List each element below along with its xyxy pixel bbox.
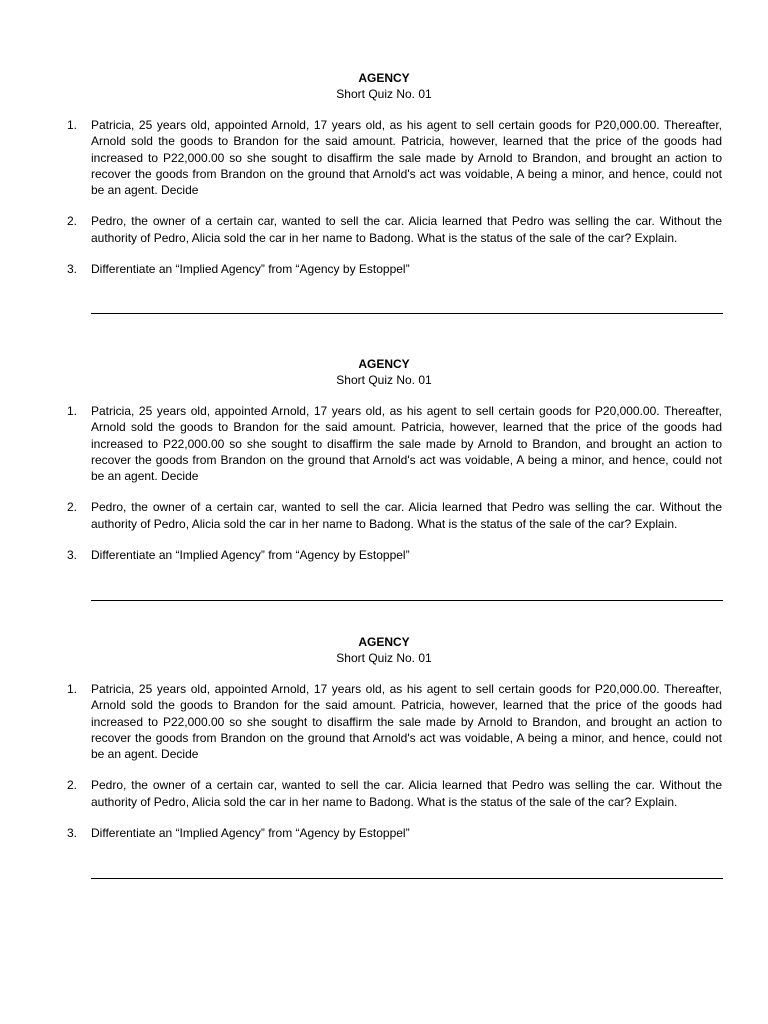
quiz-block-2 <box>0 356 768 563</box>
quiz-subtitle: Short Quiz No. 01 <box>336 651 432 665</box>
question-item <box>0 681 722 762</box>
question-item <box>0 499 722 532</box>
question-list <box>0 117 768 277</box>
quiz-block-3 <box>0 634 768 841</box>
question-number: 2. <box>67 778 78 793</box>
quiz-title: AGENCY <box>358 635 410 649</box>
section-divider <box>91 313 723 314</box>
section-divider <box>91 600 723 601</box>
quiz-title: AGENCY <box>358 71 410 85</box>
question-text: Patricia, 25 years old, appointed Arnold, 17 years old, as his agent to sell certain goods for P20,000.00. Thereafter, Arnold sold the goods to Brandon for the said amount. Patricia, however, learned that the price of the goods had increased to P22,000.00 so she sought to disaffirm the sale made by Arnold to Brandon, and brought an action to recover the goods from Brandon on the ground that Arnold's act was voidable, A being a minor, and hence, could not be an agent. Decide <box>91 682 722 762</box>
question-number: 3. <box>67 262 78 277</box>
quiz-subtitle: Short Quiz No. 01 <box>336 87 432 101</box>
question-number: 1. <box>67 404 78 418</box>
question-item <box>0 547 722 563</box>
question-text: Pedro, the owner of a certain car, wanted to sell the car. Alicia learned that Pedro was selling the car. Without the authority of Pedro, Alicia sold the car in her name to Badong. What is the status of the sale of the car? Explain. <box>91 214 722 245</box>
quiz-block-1 <box>0 70 768 277</box>
question-text: Differentiate an “Implied Agency” from “Agency by Estoppel” <box>91 826 410 841</box>
question-number: 1. <box>67 682 78 696</box>
question-text: Differentiate an “Implied Agency” from “Agency by Estoppel” <box>91 262 410 277</box>
question-number: 2. <box>67 214 78 229</box>
question-text: Differentiate an “Implied Agency” from “Agency by Estoppel” <box>91 548 410 563</box>
question-text: Patricia, 25 years old, appointed Arnold, 17 years old, as his agent to sell certain goods for P20,000.00. Thereafter, Arnold sold the goods to Brandon for the said amount. Patricia, however, learned that the price of the goods had increased to P22,000.00 so she sought to disaffirm the sale made by Arnold to Brandon, and brought an action to recover the goods from Brandon on the ground that Arnold's act was voidable, A being a minor, and hence, could not be an agent. Decide <box>91 404 722 484</box>
question-item <box>0 825 722 841</box>
question-number: 1. <box>67 118 78 132</box>
question-item <box>0 403 722 484</box>
question-item <box>0 261 722 277</box>
question-text: Patricia, 25 years old, appointed Arnold, 17 years old, as his agent to sell certain goods for P20,000.00. Thereafter, Arnold sold the goods to Brandon for the said amount. Patricia, however, learned that the price of the goods had increased to P22,000.00 so she sought to disaffirm the sale made by Arnold to Brandon, and brought an action to recover the goods from Brandon on the ground that Arnold's act was voidable, A being a minor, and hence, could not be an agent. Decide <box>91 118 722 198</box>
question-item <box>0 117 722 198</box>
question-list <box>0 681 768 841</box>
question-text: Pedro, the owner of a certain car, wanted to sell the car. Alicia learned that Pedro was selling the car. Without the authority of Pedro, Alicia sold the car in her name to Badong. What is the status of the sale of the car? Explain. <box>91 500 722 531</box>
question-number: 3. <box>67 548 78 563</box>
section-divider <box>91 878 723 879</box>
question-list <box>0 403 768 563</box>
question-number: 3. <box>67 826 78 841</box>
question-item <box>0 777 722 810</box>
quiz-subtitle: Short Quiz No. 01 <box>336 373 432 387</box>
question-text: Pedro, the owner of a certain car, wanted to sell the car. Alicia learned that Pedro was selling the car. Without the authority of Pedro, Alicia sold the car in her name to Badong. What is the status of the sale of the car? Explain. <box>91 778 722 809</box>
question-item <box>0 213 722 246</box>
question-number: 2. <box>67 500 78 515</box>
quiz-title: AGENCY <box>358 357 410 371</box>
